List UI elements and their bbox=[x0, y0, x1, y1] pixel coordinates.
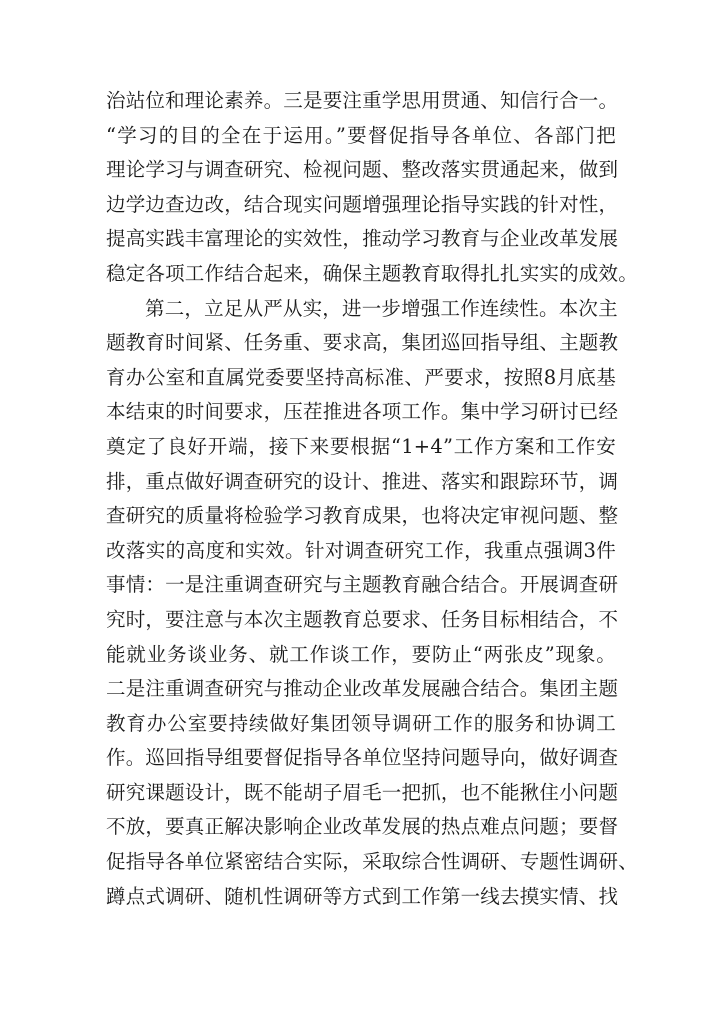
text-line: 题教育时间紧、任务重、要求高，集团巡回指导组、主题教 bbox=[106, 331, 619, 355]
text-line: 究时，要注意与本次主题教育总要求、任务目标相结合，不 bbox=[106, 607, 619, 631]
text-line: 理论学习与调查研究、检视问题、整改落实贯通起来，做到 bbox=[106, 158, 619, 182]
text-line: 奠定了良好开端，接下来要根据“1+4”工作方案和工作安 bbox=[106, 434, 616, 458]
text-line: 边学边查边改，结合现实问题增强理论指导实践的针对性， bbox=[106, 192, 619, 216]
text-line: 能就业务谈业务、就工作谈工作，要防止“两张皮”现象。 bbox=[106, 642, 616, 666]
text-line: 教育办公室要持续做好集团领导调研工作的服务和协调工 bbox=[106, 711, 616, 735]
text-line: 排，重点做好调查研究的设计、推进、落实和跟踪环节，调 bbox=[106, 469, 619, 493]
text-line: 研究课题设计，既不能胡子眉毛一把抓，也不能揪住小问题 bbox=[106, 780, 619, 804]
text-line: 本结束的时间要求，压茬推进各项工作。集中学习研讨已经 bbox=[106, 400, 619, 424]
text-line: 改落实的高度和实效。针对调查研究工作，我重点强调3件 bbox=[106, 538, 616, 562]
text-line: 育办公室和直属党委要坚持高标准、严要求，按照8月底基 bbox=[106, 365, 616, 389]
body-text bbox=[106, 84, 638, 914]
text-line: 治站位和理论素养。三是要注重学思用贯通、知信行合一。 bbox=[106, 89, 619, 112]
text-line: 作。巡回指导组要督促指导各单位坚持问题导向，做好调查 bbox=[106, 746, 619, 770]
text-line: 稳定各项工作结合起来，确保主题教育取得扎扎实实的成效。 bbox=[106, 261, 638, 285]
text-line: 蹲点式调研、随机性调研等方式到工作第一线去摸实情、找 bbox=[106, 884, 619, 908]
text-line: 促指导各单位紧密结合实际，采取综合性调研、专题性调研、 bbox=[106, 850, 638, 874]
text-line: 二是注重调查研究与推动企业改革发展融合结合。集团主题 bbox=[106, 677, 619, 701]
text-line: 事情：一是注重调查研究与主题教育融合结合。开展调查研 bbox=[106, 573, 619, 597]
text-line: 不放，要真正解决影响企业改革发展的热点难点问题；要督 bbox=[106, 815, 619, 839]
text-line: 第二，立足从严从实，进一步增强工作连续性。本次主 bbox=[145, 296, 618, 320]
text-line: 查研究的质量将检验学习教育成果，也将决定审视问题、整 bbox=[106, 504, 619, 528]
text-line: “学习的目的全在于运用。”要督促指导各单位、各部门把 bbox=[106, 123, 616, 147]
text-line: 提高实践丰富理论的实效性，推动学习教育与企业改革发展 bbox=[106, 227, 619, 251]
